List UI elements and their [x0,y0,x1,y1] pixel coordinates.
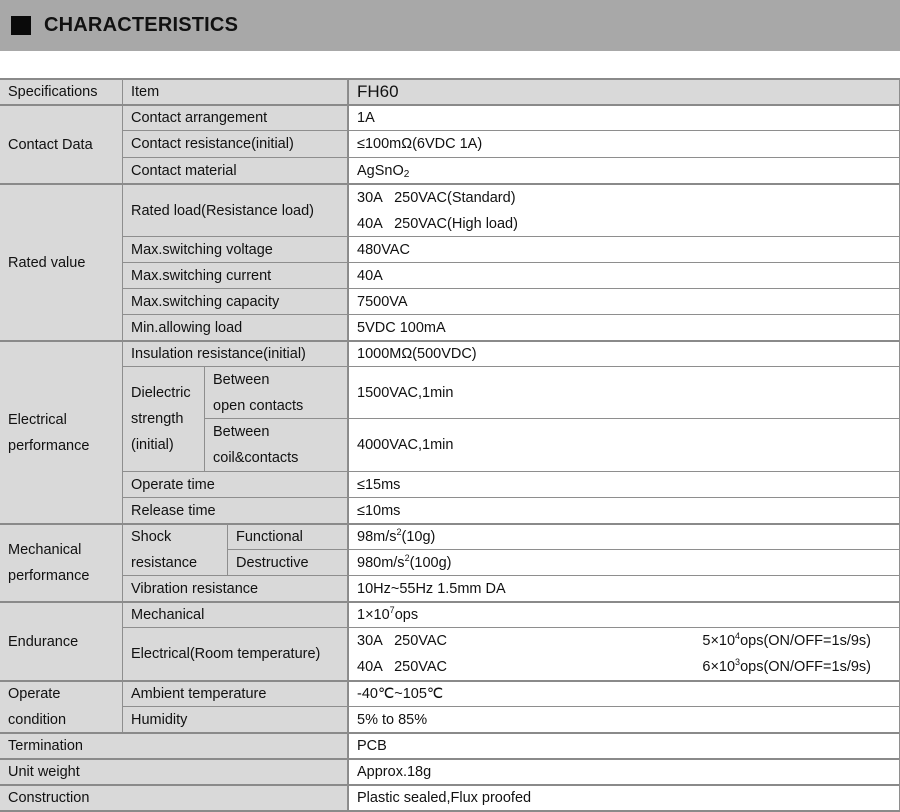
value-rated-load [348,183,900,236]
value-max-switching-current: 40A [348,262,900,288]
label-max-switching-current: Max.switching current [123,262,348,288]
dielectric-line2: strength [131,411,184,427]
label-functional: Functional [228,523,348,549]
value-contact-arrangement: 1A [348,104,900,130]
group-operate-condition [0,680,123,732]
value-electrical-endurance [348,627,900,680]
destructive-a: 980m/s [357,554,405,571]
group-endurance: Endurance [0,601,123,680]
group-mechanical-line2: performance [8,568,90,584]
group-operate-line1: Operate [8,686,61,702]
black-square-icon [11,16,31,35]
value-vibration-resistance: 10Hz~55Hz 1.5mm DA [348,575,900,601]
open-line2: open contacts [213,397,304,414]
value-release-time: ≤10ms [348,497,900,523]
value-max-switching-voltage: 480VAC [348,236,900,262]
mech-endurance-a: 1×10 [357,607,390,623]
elec-1-b: ops(ON/OFF=1s/9s) [740,633,871,649]
dielectric-line1: Dielectric [131,385,191,401]
group-mechanical-line1: Mechanical [8,542,82,558]
elec-2-load: 40A 250VAC [357,659,448,675]
group-contact-data: Contact Data [0,104,123,183]
header-item: Item [123,78,348,104]
value-humidity: 5% to 85% [348,706,900,732]
value-destructive [348,549,900,575]
label-max-switching-voltage: Max.switching voltage [123,236,348,262]
label-shock-resistance [123,523,228,575]
label-operate-time: Operate time [123,471,348,497]
coil-line1: Between [213,424,270,440]
group-operate-line2: condition [8,712,67,728]
elec-1-sup: 4 [735,631,741,641]
label-release-time: Release time [123,497,348,523]
group-mechanical-performance [0,523,123,601]
open-line1: Between [213,371,270,388]
header-model: FH60 [348,78,900,104]
label-electrical-endurance: Electrical(Room temperature) [123,627,348,680]
label-contact-material: Contact material [123,157,348,183]
value-contact-resistance: ≤100mΩ(6VDC 1A) [348,130,900,157]
label-between-open-contacts [205,366,348,418]
value-functional [348,523,900,549]
value-insulation-resistance: 1000MΩ(500VDC) [348,340,900,366]
group-electrical-line1: Electrical [8,411,67,428]
shock-line1: Shock [131,529,172,545]
group-rated-value: Rated value [0,183,123,340]
mech-endurance-b: ops [394,607,419,623]
electrical-endurance-40a [357,654,871,680]
header-specifications: Specifications [0,78,123,104]
value-max-switching-capacity: 7500VA [348,288,900,314]
label-insulation-resistance: Insulation resistance(initial) [123,340,348,366]
mech-endurance-sup: 7 [389,605,395,615]
material-subscript: 2 [403,168,410,180]
label-unit-weight: Unit weight [0,758,348,784]
elec-2-sup: 3 [735,657,741,667]
destructive-b: (100g) [409,554,452,571]
value-contact-material [348,157,900,183]
label-vibration-resistance: Vibration resistance [123,575,348,601]
dielectric-line3: (initial) [131,437,174,453]
elec-2-a: 6×10 [702,659,736,675]
label-max-switching-capacity: Max.switching capacity [123,288,348,314]
value-operate-time: ≤15ms [348,471,900,497]
label-contact-arrangement: Contact arrangement [123,104,348,130]
elec-2-ops [702,654,871,680]
functional-a: 98m/s [357,529,397,545]
label-rated-load: Rated load(Resistance load) [123,183,348,236]
coil-line2: coil&contacts [213,450,299,466]
value-construction: Plastic sealed,Flux proofed [348,784,900,810]
value-unit-weight: Approx.18g [348,758,900,784]
label-humidity: Humidity [123,706,348,732]
group-electrical-performance [0,340,123,523]
electrical-endurance-30a [357,628,871,654]
elec-1-a: 5×10 [702,633,736,649]
label-construction: Construction [0,784,348,810]
label-min-allowing-load: Min.allowing load [123,314,348,340]
functional-sup: 2 [396,527,402,537]
label-contact-resistance: Contact resistance(initial) [123,130,348,157]
value-mechanical-endurance [348,601,900,627]
value-ambient-temperature: -40℃~105℃ [348,680,900,706]
label-between-coil-contacts [205,418,348,471]
value-between-open-contacts: 1500VAC,1min [348,366,900,418]
label-ambient-temperature: Ambient temperature [123,680,348,706]
rated-load-high: 40A 250VAC(High load) [357,215,518,232]
value-termination: PCB [348,732,900,758]
section-banner [0,0,900,51]
destructive-sup: 2 [404,552,410,563]
elec-1-load: 30A 250VAC [357,633,448,649]
shock-line2: resistance [131,555,198,571]
elec-2-b: ops(ON/OFF=1s/9s) [740,659,871,675]
value-between-coil-contacts: 4000VAC,1min [348,418,900,471]
group-electrical-line2: performance [8,437,90,454]
rated-load-standard: 30A 250VAC(Standard) [357,189,516,206]
functional-b: (10g) [401,529,436,545]
material-text: AgSnO [357,162,404,179]
label-termination: Termination [0,732,348,758]
section-title: CHARACTERISTICS [44,14,239,36]
elec-1-ops [702,628,871,654]
label-mechanical-endurance: Mechanical [123,601,348,627]
value-min-allowing-load: 5VDC 100mA [348,314,900,340]
label-destructive: Destructive [228,549,348,575]
characteristics-table [0,78,900,812]
label-dielectric-strength [123,366,205,471]
